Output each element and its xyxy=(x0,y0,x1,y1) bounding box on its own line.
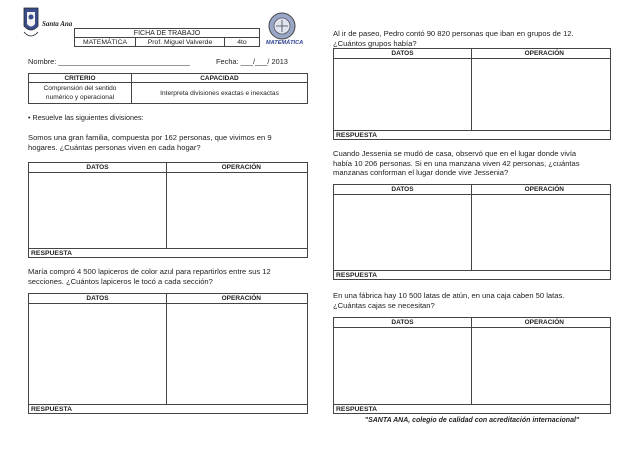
problem-2-respuesta-row xyxy=(29,404,307,415)
problem-4-text xyxy=(333,149,611,178)
problem-5-respuesta-row xyxy=(334,404,610,415)
problem-3-divider xyxy=(471,49,472,130)
problem-1-respuesta-label: RESPUESTA xyxy=(31,250,73,257)
problem-3-datos-header: DATOS xyxy=(391,50,414,57)
criterio-text-2: numérico y operacional xyxy=(45,94,115,101)
problem-1-divider xyxy=(166,163,167,248)
capacidad-header: CAPACIDAD xyxy=(200,75,239,82)
criterio-text-1: Comprensión del sentido xyxy=(43,85,117,92)
problem-1-text xyxy=(28,133,308,152)
grade-label: 4to xyxy=(237,39,247,46)
problem-5-divider xyxy=(471,318,472,404)
problem-4-operacion-header: OPERACIÓN xyxy=(524,186,564,193)
problem-5-answer-box xyxy=(333,317,611,414)
student-name-field: Nombre: ________________________________ xyxy=(28,57,190,66)
problem-5-line-2: ¿Cuántas cajas se necesitan? xyxy=(333,300,435,310)
problem-4-divider xyxy=(471,185,472,270)
problem-3-line-2: ¿Cuántos grupos había? xyxy=(333,38,417,48)
problem-2-line-1: María compró 4 500 lapiceros de color azul para repartirlos entre sus 12 xyxy=(28,267,271,276)
problem-5-text xyxy=(333,291,611,310)
capacidad-cell xyxy=(131,82,308,104)
capacidad-text: Interpreta divisiones exactas e inexactas xyxy=(160,90,279,97)
problem-5-line-1: En una fábrica hay 10 500 latas de atún, en una caja caben 50 latas. xyxy=(333,291,565,300)
problem-4-line-1: Cuando Jessenia se mudó de casa, observó que en el lugar donde vivía xyxy=(333,149,577,158)
problem-3-respuesta-row xyxy=(334,130,610,141)
problem-3-text xyxy=(333,29,611,48)
problem-4-line-2: había 10 206 personas. Si en una manzana viven 42 personas, ¿cuántas xyxy=(333,158,580,168)
problem-2-datos-header: DATOS xyxy=(86,295,109,302)
instruction: • Resuelve las siguientes divisiones: xyxy=(28,113,144,122)
math-logo xyxy=(262,10,314,50)
footer-slogan: "SANTA ANA, colegio de calidad con acreditación internacional" xyxy=(364,417,580,424)
problem-4-respuesta-row xyxy=(334,270,610,281)
problem-3-respuesta-label: RESPUESTA xyxy=(336,132,378,139)
problem-1-line-1: Somos una gran familia, compuesta por 162 personas, que vivimos en 9 xyxy=(28,133,272,142)
date-field: Fecha: ___/___/ 2013 xyxy=(216,57,288,66)
problem-3-operacion-header: OPERACIÓN xyxy=(524,50,564,57)
problem-2-respuesta-label: RESPUESTA xyxy=(31,406,73,413)
problem-4-line-3: manzanas conforman el lugar donde vive Jessenia? xyxy=(333,168,509,178)
problem-3-line-1: Al ir de paseo, Pedro contó 90 820 personas que iban en grupos de 12. xyxy=(333,29,574,38)
teacher-cell xyxy=(135,37,225,47)
problem-4-answer-box xyxy=(333,184,611,280)
criterio-cell xyxy=(28,82,132,104)
problem-2-operacion-header: OPERACIÓN xyxy=(221,295,261,302)
school-logo-text: Santa Ana xyxy=(42,20,73,28)
problem-1-datos-header: DATOS xyxy=(86,164,109,171)
problem-2-text xyxy=(28,267,308,286)
problem-1-operacion-header: OPERACIÓN xyxy=(221,164,261,171)
subject-cell xyxy=(74,37,136,47)
problem-1-answer-box xyxy=(28,162,308,258)
problem-5-operacion-header: OPERACIÓN xyxy=(524,319,564,326)
problem-1-respuesta-row xyxy=(29,248,307,259)
problem-5-respuesta-label: RESPUESTA xyxy=(336,406,378,413)
problem-2-line-2: secciones. ¿Cuántos lapiceros le tocó a cada sección? xyxy=(28,276,213,286)
school-logo xyxy=(20,4,72,44)
problem-5-datos-header: DATOS xyxy=(391,319,414,326)
problem-2-answer-box xyxy=(28,293,308,414)
problem-4-datos-header: DATOS xyxy=(391,186,414,193)
problem-4-respuesta-label: RESPUESTA xyxy=(336,272,378,279)
teacher-name: Prof. Miguel Valverde xyxy=(147,39,213,46)
problem-1-line-2: hogares. ¿Cuántas personas viven en cada hogar? xyxy=(28,142,201,152)
subject-label: MATEMÁTICA xyxy=(82,39,128,46)
problem-2-divider xyxy=(166,294,167,404)
problem-3-answer-box xyxy=(333,48,611,140)
math-logo-text: MATEMÁTICA xyxy=(266,40,304,46)
grade-cell xyxy=(224,37,260,47)
criterio-header: CRITERIO xyxy=(64,75,96,82)
worksheet-title: FICHA DE TRABAJO xyxy=(133,30,201,37)
